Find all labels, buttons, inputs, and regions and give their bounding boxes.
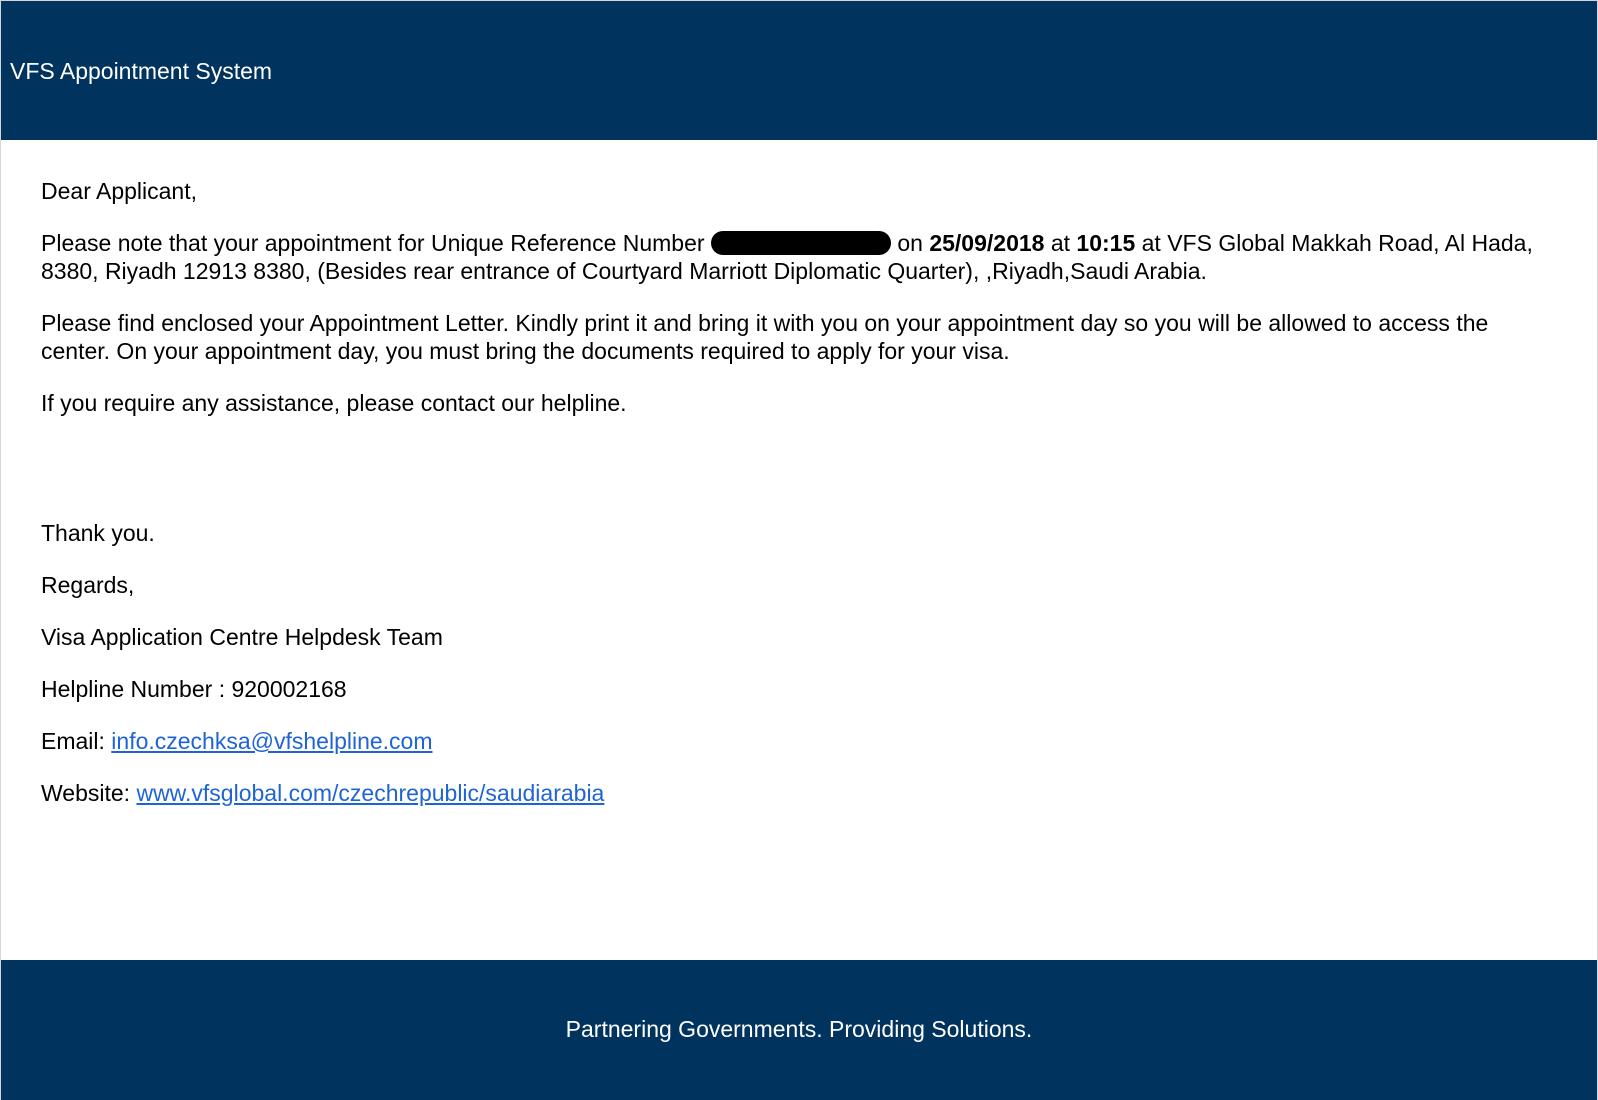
footer-banner bbox=[1, 960, 1597, 1100]
appointment-location: at VFS Global Makkah Road, Al Hada, 8380, Riyadh 12913 8380, (Besides rear entrance of Courtyard Marriott Diplomatic Quarter), ,Riyadh,Saudi Arabia. bbox=[41, 230, 1533, 284]
regards-line: Regards, bbox=[41, 572, 135, 598]
header-title: VFS Appointment System bbox=[10, 58, 273, 84]
appointment-date: 25/09/2018 bbox=[929, 230, 1045, 256]
email-link[interactable]: info.czechksa@vfshelpline.com bbox=[111, 728, 433, 754]
thanks-line: Thank you. bbox=[41, 520, 155, 546]
website-label: Website: bbox=[41, 780, 131, 806]
redacted-reference-number bbox=[711, 231, 891, 255]
website-line bbox=[41, 779, 1561, 807]
assistance-paragraph: If you require any assistance, please contact our helpline. bbox=[41, 390, 627, 416]
letter-paragraph: Please find enclosed your Appointment Letter. Kindly print it and bring it with you on your appointment day so you will be allowed to access the center. On your appointment day, you must bring the documents required to apply for your visa. bbox=[41, 310, 1489, 364]
appointment-intro: Please note that your appointment for Unique Reference Number bbox=[41, 230, 705, 256]
helpline-number: Helpline Number : 920002168 bbox=[41, 676, 347, 702]
on-word: on bbox=[897, 230, 923, 256]
email-line bbox=[41, 727, 1561, 755]
appointment-time: 10:15 bbox=[1076, 230, 1136, 256]
team-signature: Visa Application Centre Helpdesk Team bbox=[41, 624, 443, 650]
header-banner bbox=[1, 1, 1597, 140]
at-word: at bbox=[1050, 230, 1071, 256]
email-body bbox=[41, 177, 1561, 831]
website-link[interactable]: www.vfsglobal.com/czechrepublic/saudiarabia bbox=[136, 780, 605, 806]
footer-tagline: Partnering Governments. Providing Solutions. bbox=[565, 1016, 1033, 1042]
spacer bbox=[41, 441, 1561, 519]
email-label: Email: bbox=[41, 728, 105, 754]
greeting: Dear Applicant, bbox=[41, 178, 197, 204]
appointment-paragraph bbox=[41, 229, 1561, 285]
